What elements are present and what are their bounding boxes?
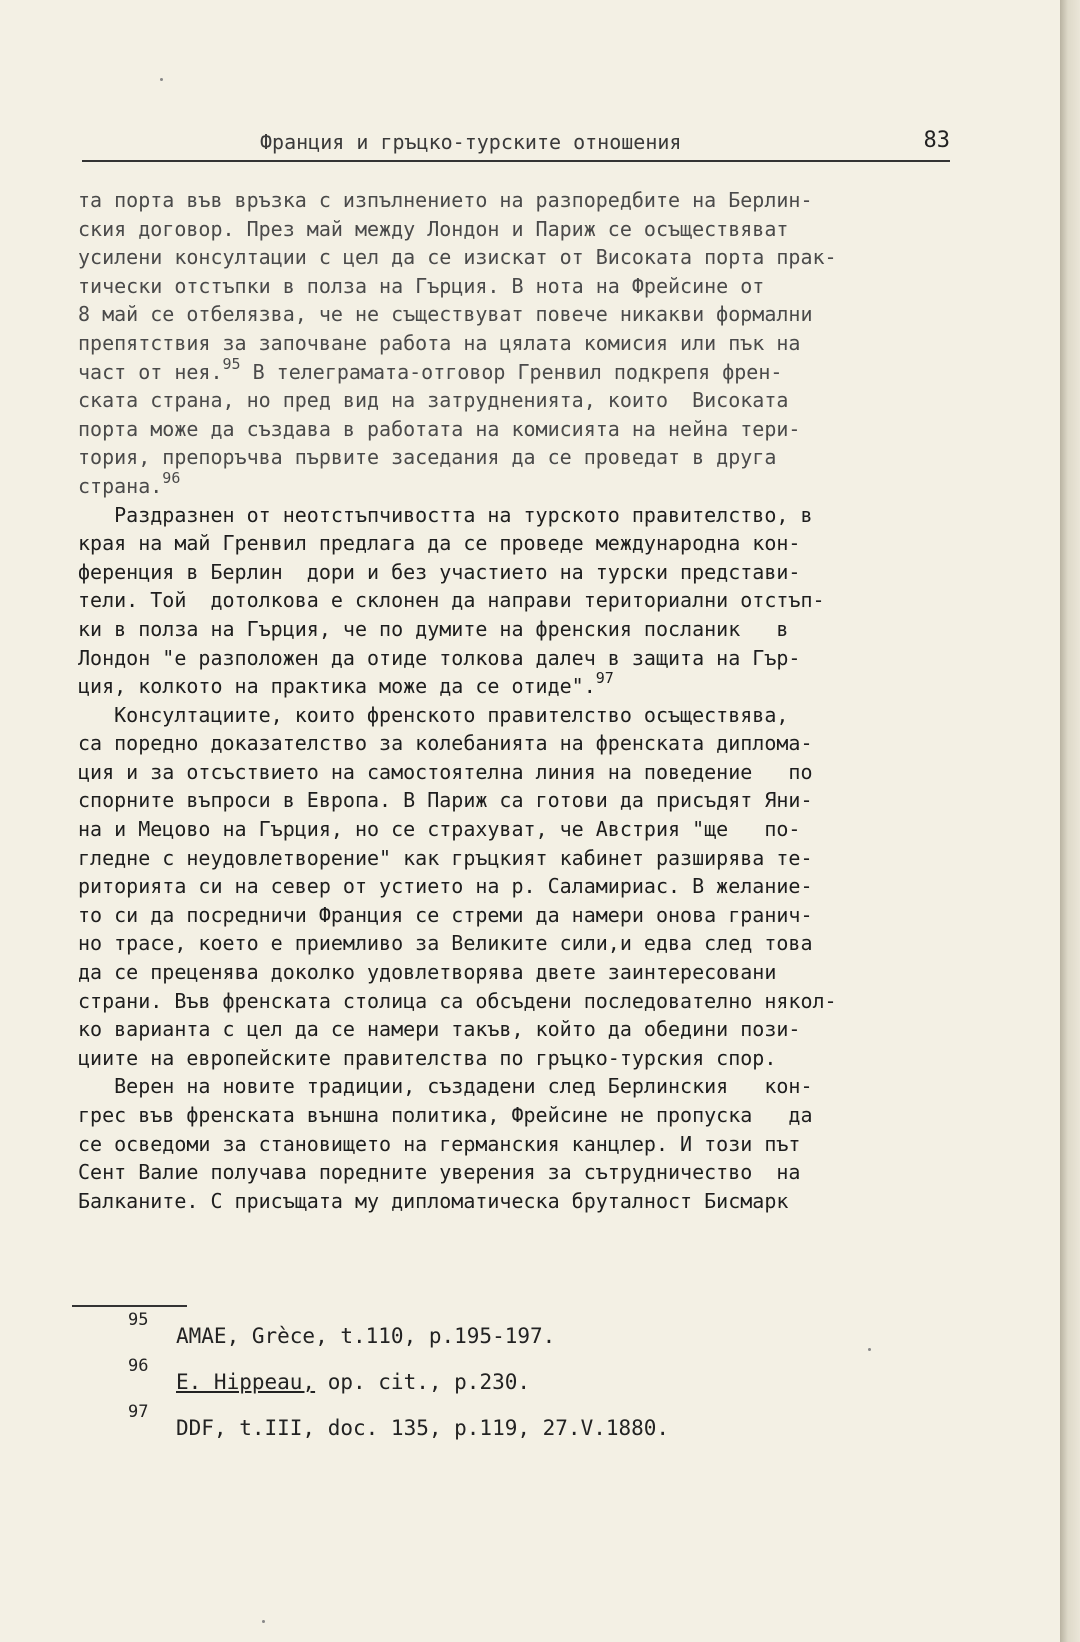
footnote-text [176,1370,530,1394]
text-line: Лондон "е разположен да отиде толкова далеч в защита на Гър- [78,645,801,670]
footnote [128,1310,828,1356]
text-line: тели. Той дотолкова е склонен да направи териториални отстъп- [78,588,825,613]
text-line: на и Мецово на Гърция, но се страхуват, че Австрия "ще по- [78,817,801,842]
text-line: са поредно доказателство за колебанията на френската диплома- [78,731,813,756]
page-edge-shadow [1060,0,1080,1642]
text-line: Раздразнен от неотстъпчивостта на турското правителство, в [78,502,813,527]
page-number: 83 [923,128,950,153]
footnote-ref-95: 95 [222,354,241,373]
text-line: тически отстъпки в полза на Гърция. В нота на Фрейсине от [78,273,765,298]
paper-speck [868,1348,871,1351]
footnote-text: AMAE, Grèce, t.110, p.195-197. [176,1324,556,1348]
text-line: препятствия за започване работа на цялата комисия или пък на [78,330,801,355]
text-line: усилени консултации с цел да се изискат от Високата порта прак- [78,245,837,270]
footnote-number: 95 [128,1310,149,1330]
text-line: Консултациите, които френското правителство осъществява, [78,702,789,727]
footnote-ref-96: 96 [162,469,181,488]
footnote-text: DDF, t.III, doc. 135, p.119, 27.V.1880. [176,1416,670,1440]
text-line: то си да посредничи Франция се стреми да намери онова гранич- [78,902,813,927]
text-line: та порта във връзка с изпълнението на разпоредбите на Берлин- [78,188,813,212]
footnote-separator [72,1305,187,1307]
text-line: но трасе, което е приемливо за Великите сили,и едва след това [78,931,813,956]
text-line: Балканите. С присъщата му дипломатическа брутaлност Бисмарк [78,1188,789,1213]
text-line: 8 май се отбелязва, че не съществуват повече никакви формални [78,302,813,327]
text-line-with-note [78,354,958,387]
text-fragment: В телеграмата-отговор Гренвил подкрепя френ- [240,359,783,384]
text-line: тория, препоръчва първите заседания да се проведат в друга [78,445,777,470]
text-fragment: ция, колкото на практика може да се отиде". [78,674,596,699]
text-line: Верен на новите традиции, създадени след Берлинския кон- [78,1074,813,1099]
text-line-with-note [78,669,958,701]
footnote-number: 96 [128,1356,149,1376]
paper-speck [262,1620,265,1623]
text-line: ко варианта с цел да се намери такъв, който да обедини пози- [78,1017,801,1042]
body-text [78,186,958,1215]
text-line: ция и за отсъствието на самостоятелна линия на поведение по [78,759,813,784]
page-header [82,130,950,162]
text-line: риторията си на север от устието на р. Саламириас. В желание- [78,874,813,899]
text-line: грес във френската външна политика, Фрейсине не пропуска да [78,1103,813,1127]
paper-speck [160,78,163,81]
text-line: страни. Във френската столица са обсъдени последователно някол- [78,988,837,1013]
text-fragment: част от нея. [78,359,223,384]
text-line: ския договор. През май между Лондон и Париж се осъществяват [78,216,789,241]
text-line: ската страна, но пред вид на затрудненията, които Високата [78,388,789,413]
footnote-author: E. Hippeau, [176,1370,316,1394]
footnote-citation: op. cit., p.230. [315,1370,531,1394]
text-line: Сент Валие получава поредните уверения за сътрудничество на [78,1160,801,1185]
text-line: ференция в Берлин дори и без участието на турски представи- [78,559,801,584]
text-line: порта може да създава в работата на комисията на нейна тери- [78,416,801,441]
footnote [128,1356,828,1402]
text-line: циите на европейските правителства по гръцко-турския спор. [78,1045,777,1070]
running-title: Франция и гръцко-турските отношения [260,130,682,154]
text-line: гледне с неудовлетворение" как гръцкият кабинет разширява те- [78,845,813,870]
text-line: ки в полза на Гърция, че по думите на френския посланик в [78,616,789,641]
text-line-with-note [78,469,958,501]
text-line: спорните въпроси в Европа. В Париж са готови да присъдят Яни- [78,788,813,813]
text-fragment: страна. [78,473,163,498]
footnote-number: 97 [128,1402,149,1422]
text-line: да се преценява доколко удовлетворява двете заинтересовани [78,960,777,985]
text-line: края на май Гренвил предлага да се проведе международна кон- [78,531,801,556]
text-line: се осведоми за становището на германския канцлер. И този път [78,1131,801,1156]
footnotes [128,1310,828,1448]
footnote-ref-97: 97 [595,669,614,688]
footnote [128,1402,828,1448]
